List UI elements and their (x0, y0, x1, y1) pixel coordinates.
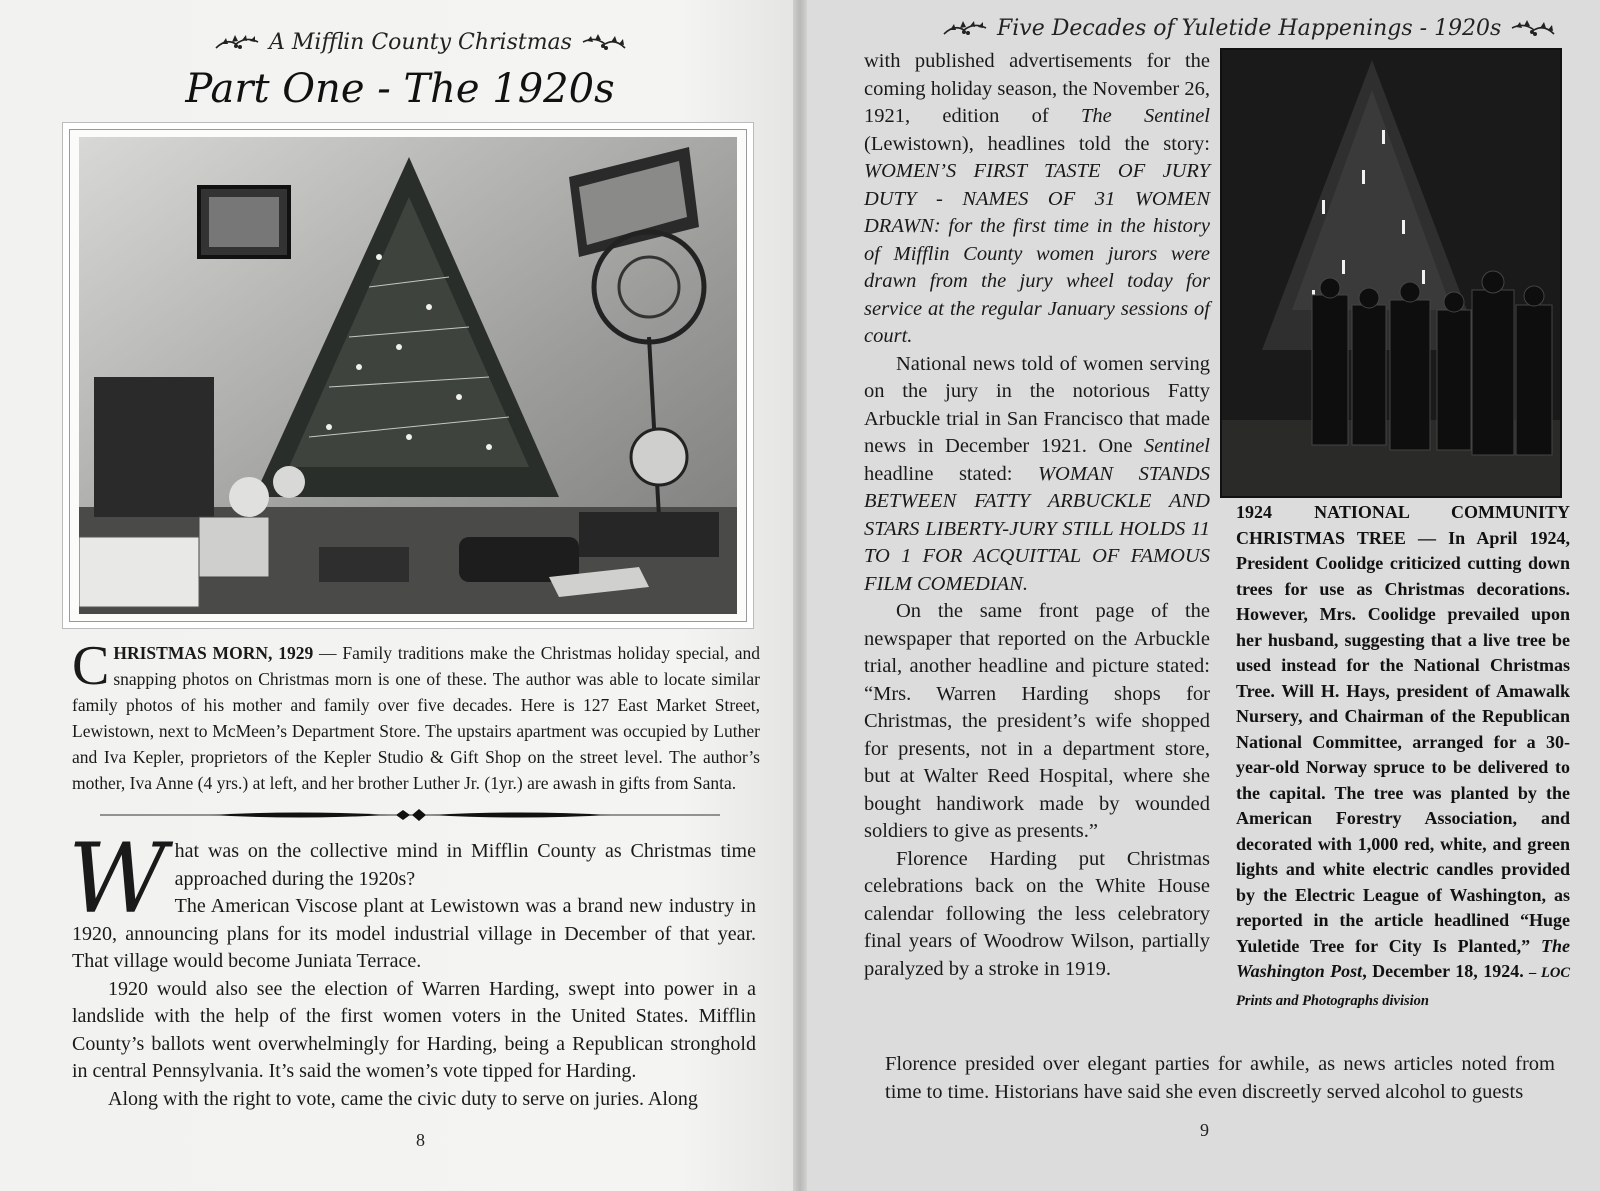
side-photo-caption (1236, 500, 1570, 1014)
paragraph: Florence Harding put Christmas celebrations back on the White House calendar following the less celebratory final years of Woodrow Wilson, partially paralyzed by a stroke in 1919. (864, 847, 1210, 980)
right-column (864, 48, 1210, 983)
photo-caption (72, 635, 760, 796)
ornamental-divider (100, 808, 720, 822)
paragraph: Along with the right to vote, came the civic duty to serve on juries. Along (108, 1087, 698, 1110)
body-drop-cap: W (68, 823, 167, 935)
page-title: Part One - The 1920s (185, 66, 615, 112)
caption-text: — Family traditions make the Christmas holiday special, and snapping photos on Christmas morn is one of these. The author was able to locate similar family photos of his mother and family over five decades. Here is 127 East Market Street, Lewistown, next to McMeen’s Department Store. The upstairs apartment was occupied by Luther and Iva Kepler, proprietors of the Kepler Studio & Gift Shop on the street level. The author’s mother, Iva Anne (4 yrs.) at left, and her brother Luther Jr. (1yr.) are awash in gifts from Santa. (72, 643, 760, 793)
caption-date: , December 18, 1924. (1362, 961, 1530, 981)
holly-icon (1508, 18, 1558, 40)
caption-text: 1924 NATIONAL COMMUNITY CHRISTMAS TREE — In April 1924, President Coolidge criticized cutting down trees for use as Christmas decorations. However, Mrs. Coolidge prevailed upon her husband, suggesting that a live tree be used instead for the National Christmas Tree. Will H. Hays, president of Amawalk Nursery, and Chairman of the Republican National Committee, arranged for a 30-year-old Norway spruce to be delivered to the capital. The tree was planted by the American Forestry Association, and decorated with 1,000 red, white, and green lights and white electric candles provided by the Electric League of Washington, as reported in the article headlined “Huge Yuletide Tree for City Is Planted,” (1236, 502, 1570, 956)
caption-drop-cap: C (72, 635, 110, 697)
page-number: 9 (1200, 1120, 1209, 1140)
running-head-text: A Mifflin County Christmas (269, 30, 572, 55)
headline-quote: WOMAN STANDS BETWEEN FATTY ARBUCKLE AND STARS LIBERTY-JURY STILL HOLDS 11 TO 1 FOR ACQUITTAL OF FAMOUS FILM COMEDIAN. (864, 462, 1210, 595)
right-running-head (940, 16, 1558, 41)
left-body (68, 823, 756, 1113)
newspaper-name: The Sentinel (1080, 105, 1210, 127)
photo-frame (62, 122, 754, 629)
photo-credit: – LOC Prints and Photographs division (1236, 965, 1571, 1009)
book-gutter (793, 0, 807, 1191)
newspaper-name: The Washington Post (1236, 935, 1570, 981)
paragraph: 1920 would also see the election of Warren Harding, swept into power in a landslide with the help of the first women voters in the United States. Mifflin County’s ballots went overwhelmingly for Harding, being a Republican stronghold in central Pennsylvania. It’s said the women’s vote tipped for Harding. (72, 977, 756, 1082)
christmas-tree-photo-icon (79, 137, 737, 614)
holly-icon (212, 32, 262, 54)
holly-icon (940, 18, 990, 40)
caption-lead: HRISTMAS MORN, 1929 (113, 643, 314, 663)
paragraph: On the same front page of the newspaper that reported on the Arbuckle trial, another headline and picture stated: “Mrs. Warren Harding shops for Christmas, the president’s wife shopped for presents, not in a department store, but at Walter Reed Hospital, where she bought handiwork made by wounded soldiers to give as presents.” (864, 600, 1210, 842)
paragraph: hat was on the collective mind in Mifflin County as Christmas time approached during the 1920s? (174, 840, 756, 890)
newspaper-name: Sentinel (1143, 435, 1210, 457)
headline-quote: WOMEN’S FIRST TASTE OF JURY DUTY - NAMES OF 31 WOMEN DRAWN: for the first time in the history of Mifflin County women jurors were drawn from the jury wheel today for service at the regular January sessions of court. (864, 160, 1210, 347)
running-head-text: Five Decades of Yuletide Happenings - 1920s (997, 16, 1502, 41)
left-running-head (212, 30, 629, 55)
text-run: headline stated: (864, 462, 1038, 485)
text-run: with published advertisements for the coming holiday season, the November 26, 1921, edition of (864, 50, 1210, 127)
national-christmas-tree-photo-icon (1220, 48, 1562, 498)
text-run: National news told of women serving on the jury in the notorious Fatty Arbuckle trial in San Francisco that made news in December 1921. One (864, 352, 1210, 457)
text-run: (Lewistown), headlines told the story: (864, 132, 1210, 155)
right-bottom-text: Florence presided over elegant parties for awhile, as news articles noted from time to time. Historians have said she even discreetly served alcohol to guests (885, 1053, 1555, 1103)
holly-icon (579, 32, 629, 54)
paragraph: The American Viscose plant at Lewistown was a brand new industry in 1920, announcing plans for its model industrial village in December of that year. That village would become Juniata Terrace. (72, 895, 756, 972)
page-number: 8 (416, 1130, 425, 1150)
